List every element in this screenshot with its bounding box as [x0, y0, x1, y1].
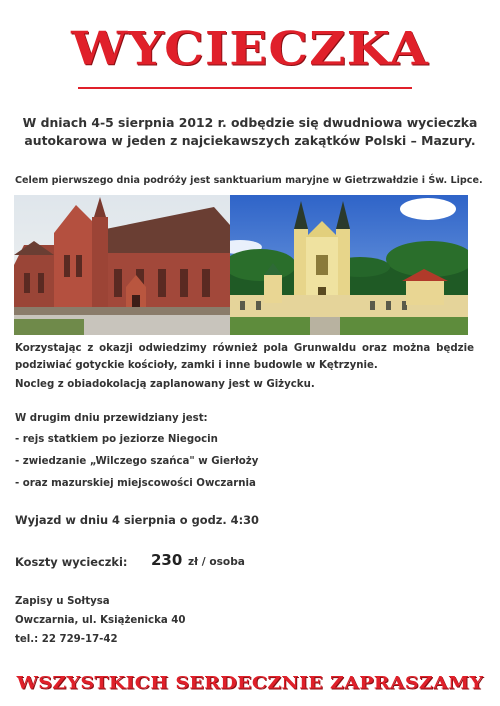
flyer-title: WYCIECZKA	[71, 21, 429, 76]
photo-row	[14, 195, 468, 335]
basilica-photo	[230, 195, 468, 335]
cost-label: Koszty wycieczki:	[15, 555, 128, 569]
second-day-list	[15, 431, 258, 497]
list-item: - rejs statkiem po jeziorze Niegocin	[15, 434, 218, 445]
list-item: - zwiedzanie „Wilczego szańca" w Gierłoży	[15, 456, 259, 467]
grunwald-paragraph: Korzystając z okazji odwiedzimy również pola Grunwaldu oraz można będzie podziwiać gotyckie kościoły, zamki i inne budowle w Kętrzynie.	[15, 343, 474, 371]
gothic-church-image	[14, 195, 230, 335]
title-wrap	[0, 21, 500, 76]
closing-invitation: WSZYSTKICH SERDECZNIE ZAPRASZAMY	[16, 673, 484, 693]
sanctuary-paragraph: Celem pierwszego dnia podróży jest sanktuarium maryjne w Gietrzwałdzie i Św. Lipce.	[15, 175, 483, 186]
departure-info: Wyjazd w dniu 4 sierpnia o godz. 4:30	[15, 513, 259, 527]
cost-amount: 230	[151, 551, 183, 569]
intro-paragraph: W dniach 4-5 sierpnia 2012 r. odbędzie się dwudniowa wycieczka autokarowa w jeden z najciekawszych zakątków Polski – Mazury.	[22, 115, 478, 148]
overnight-paragraph: Nocleg z obiadokolacją zaplanowany jest w Giżycku.	[15, 379, 315, 390]
list-item: - oraz mazurskiej miejscowości Owczarnia	[15, 478, 256, 489]
contact-address: Owczarnia, ul. Książenicka 40	[15, 615, 186, 626]
contact-phone: tel.: 22 729-17-42	[15, 634, 118, 645]
church-photo	[14, 195, 230, 335]
baroque-basilica-image	[230, 195, 468, 335]
contact-registration: Zapisy u Sołtysa	[15, 596, 110, 607]
second-day-heading: W drugim dniu przewidziany jest:	[15, 413, 208, 424]
title-underline	[78, 87, 412, 89]
cost-unit: zł / osoba	[188, 556, 245, 568]
